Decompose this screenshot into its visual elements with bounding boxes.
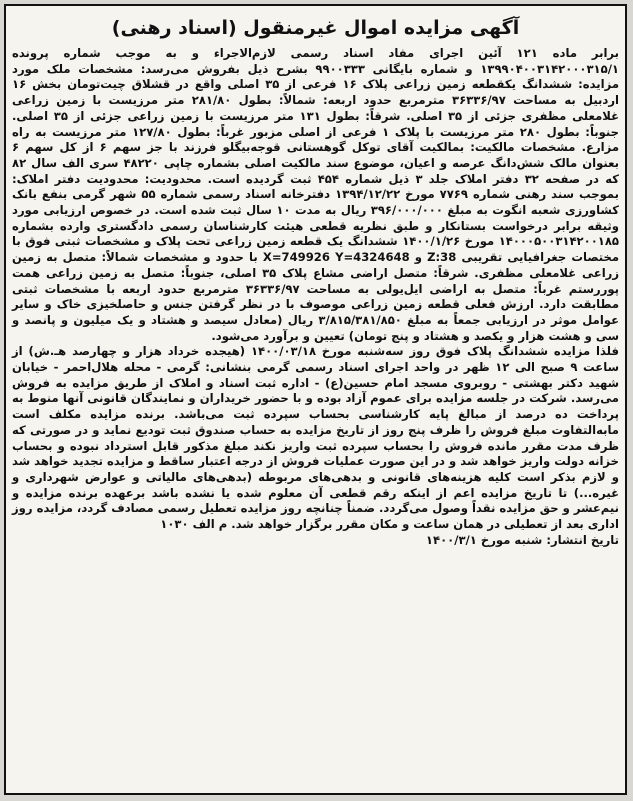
notice-body [12,46,619,533]
notice-title: آگهی مزایده اموال غیرمنقول (اسناد رهنی) [111,17,520,39]
notice-content [12,12,619,787]
notice-paragraph-2: فلذا مزایده ششدانگ پلاک فوق روز سه‌شنبه مورخ ۱۴۰۰/۰۳/۱۸ (هیجده خرداد هزار و چهارصد هـ.ش) از ساعت ۹ صبح الی ۱۲ ظهر در واحد اجرای اسناد رسمی گرمی بنشانی: گرمی - محله هلال‌احمر - خیابان شهید دکتر بهشتی - روبروی مسجد امام حسین(ع) - اداره ثبت اسناد و املاک از طریق مزایده به فروش می‌رسد. شرکت در جلسه مزایده برای عموم آزاد بوده و با حضور خریداران و نمایندگان قانونی آنها منوط به پرداخت ده درصد از مبالغ پایه کارشناسی بحساب سپرده ثبت می‌باشد. برنده مزایده مکلف است مابه‌التفاوت مبلغ فروش را ظرف پنج روز از تاریخ مزایده به حساب صندوق ثبت تودیع نماید و در صورتی که ظرف مدت مقرر مانده فروش را بحساب سپرده ثبت واریز نکند مبلغ مذکور قابل استرداد نبوده و بحساب خزانه دولت واریز خواهد شد و در این صورت عملیات فروش از درجه اعتبار ساقط و مزایده تجدید خواهد شد و لازم بذکر است کلیه هزینه‌های قانونی و بدهی‌های مربوطه (بدهی‌های مالیاتی و عوارض شهرداری و غیره...) تا تاریخ مزایده اعم از اینکه رقم قطعی آن معلوم شده یا نشده باشد برعهده برنده مزایده و نیم‌عشر و حق مزایده نقداً وصول می‌گردد. ضمناً چنانچه روز مزایده تعطیل رسمی مصادف گردد، مزایده روز اداری بعد از تعطیلی در همان ساعت و مکان مقرر برگزار خواهد شد. م الف ۱۰۳۰ [12,344,619,532]
notice-frame [4,4,627,795]
publish-date-line: تاریخ انتشار: شنبه مورخ ۱۴۰۰/۳/۱ [425,532,619,547]
notice-paragraph-1: برابر ماده ۱۲۱ آئین اجرای مفاد اسناد رسمی لازم‌الاجراء و به موجب شماره پرونده ۱۳۹۹۰۴۰۰۳۱۴۲۰۰۰۳۱۵/۱ و شماره بایگانی ۹۹۰۰۳۳۳ بشرح ذیل بفروش می‌رسد: مشخصات ملک مورد مزایده: ششدانگ یکقطعه زمین زراعی پلاک ۱۶ فرعی از ۳۵ اصلی واقع در قشلاق چیت‌تومان بخش ۱۶ اردبیل به مساحت ۳۶۳۳۶/۹۷ مترمربع حدود اربعه: شمالاً: بطول ۲۸۱/۸۰ متر مرزیست با زمین زراعی غلامعلی مظفری جزئی از ۳۵ اصلی. شرقاً: بطول ۱۳۱ متر مرزیست با زمین زراعی جزئی از ۳۵ اصلی. جنوباً: بطول ۲۸۰ متر مرزیست با پلاک ۱ فرعی از اصلی مزبور غرباً: بطول ۱۲۷/۸۰ متر مرزیست به راه مزارع. مشخصات مالکیت: بمالکیت آقای توکل گوهستانی قوجه‌بیگلو فرزند با جز سهم ۶ از کل سهم ۶ بعنوان مالک شش‌دانگ عرصه و اعیان، موضوع سند مالکیت اصلی بشماره چاپی ۴۸۲۲۰ سری الف سال ۸۲ که در صفحه ۳۲ دفتر املاک جلد ۳ ذیل شماره ۴۵۴ ثبت گردیده است. محدودیت: محدودیت دفتر املاک: بموجب سند رهنی شماره ۷۷۶۹ مورخ ۱۳۹۴/۱۲/۲۲ دفترخانه اسناد رسمی شماره ۵۵ شهر گرمی بنفع بانک کشاورزی شعبه انگوت به مبلغ ۳۹۶/۰۰۰/۰۰۰ ریال به مدت ۱۰ سال ثبت شده است. در خصوص ارزیابی مورد وثیقه برابر درخواست بستانکار و طبق نظریه قطعی هیئت کارشناسان رسمی دادگستری وارده بشماره ۱۴۰۰۰۵۰۰۳۱۴۲۰۰۱۸۵ مورخ ۱۴۰۰/۱/۲۶ ششدانگ یک قطعه زمین زراعی تحت پلاک و مشخصات ثبتی فوق با مختصات جغرافیایی تقریبی Z:38 و X=749926 Y=4324648 با حدود و مشخصات شمالاً: متصل به زمین زراعی غلامعلی مظفری. شرقاً: متصل اراضی مشاع پلاک ۳۵ اصلی، جنوباً: متصل به زمین زراعی همت پوررستم غرباً: متصل به اراضی ایل‌یولی به مساحت ۳۶۳۳۶/۹۷ مترمربع حدود اربعه با مشخصات ثبتی مطابقت دارد. ارزش فعلی قطعه زمین زراعی موصوف با در نظر گرفتن جنس و حاصلخیزی خاک و سایر عوامل موثر در ارزیابی جمعاً به مبلغ ۳/۸۱۵/۳۸۱/۸۵۰ ریال (معادل سیصد و هشتاد و یک میلیون و پانصد و سی و هشت هزار و یکصد و هشتاد و پنج تومان) تعیین و برآورد می‌شود. [12,46,620,343]
